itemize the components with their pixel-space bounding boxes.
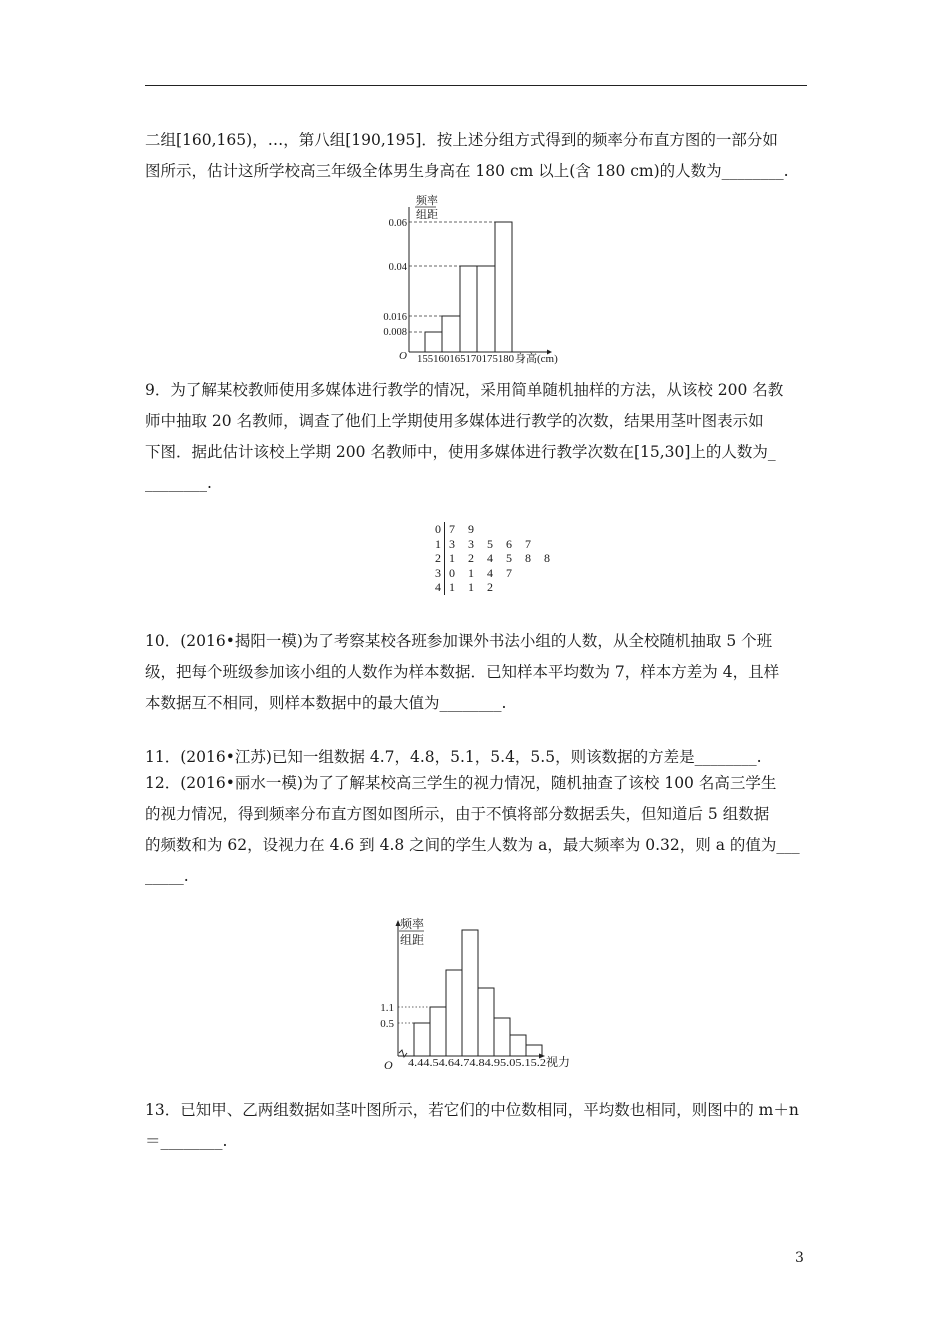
stem-value: 0: [429, 522, 445, 537]
leaf-values: 3 3 5 6 7: [449, 536, 536, 551]
bar-5.0-5.1: [510, 1035, 526, 1056]
question-8-text: [145, 125, 807, 187]
vision-histogram: [372, 912, 587, 1072]
q11-line-1: 11．(2016•江苏)已知一组数据 4.7，4.8，5.1，5.4，5.5，则该数据的方差是________.: [145, 748, 762, 766]
q12-line-2: 的视力情况，得到频率分布直方图如图所示，由于不慎将部分数据丢失，但知道后 5 组数据: [145, 805, 770, 823]
xlabel: 视力: [546, 1055, 571, 1069]
q9-line-4: ________.: [145, 474, 212, 492]
bar-4.8-4.9: [478, 988, 494, 1056]
ytick-0.016: 0.016: [383, 312, 407, 323]
leaf-values: 7 9: [449, 522, 479, 536]
bar-4.7-4.8: [462, 930, 478, 1056]
stem-row: [429, 537, 555, 552]
bar-4.5-4.6: [430, 1007, 446, 1056]
bar-160-165: [442, 316, 460, 352]
question-9-text: [145, 375, 807, 499]
q12-line-3: 的频数和为 62，设视力在 4.6 到 4.8 之间的学生人数为 a，最大频率为 0.32，则 a 的值为___: [145, 836, 800, 854]
stem-value: 4: [429, 580, 445, 595]
q8-line-1: 二组[160,165)，…，第八组[190,195]．按上述分组方式得到的频率分布直方图的一部分如: [145, 131, 778, 149]
ytick-0.5: 0.5: [380, 1018, 394, 1030]
stem-row: [429, 522, 555, 537]
bar-4.6-4.7: [446, 970, 462, 1056]
q9-line-2: 师中抽取 20 名教师，调查了他们上学期使用多媒体进行教学的次数，结果用茎叶图表示如: [145, 412, 764, 430]
leaf-values: 1 1 2: [449, 580, 498, 594]
page-number: 3: [795, 1250, 804, 1266]
ylabel-bottom: 组距: [400, 933, 425, 947]
bar-155-160: [425, 332, 442, 352]
q9-line-1: 9．为了解某校教师使用多媒体进行教学的情况，采用简单随机抽样的方法，从该校 200 名教: [145, 381, 784, 399]
header-rule: [145, 85, 807, 86]
q13-line-2: ＝________.: [145, 1132, 228, 1150]
q9-line-3: 下图．据此估计该校上学期 200 名教师中，使用多媒体进行教学次数在[15,30]上的人数为_: [145, 443, 776, 461]
stem-row: [429, 551, 555, 566]
q10-line-1: 10．(2016•揭阳一模)为了考察某校各班参加课外书法小组的人数，从全校随机抽取 5 个班: [145, 632, 773, 650]
ytick-0.06: 0.06: [388, 218, 407, 229]
q10-line-3: 本数据互不相同，则样本数据中的最大值为________.: [145, 694, 507, 712]
bar-4.4-4.5: [414, 1023, 430, 1056]
leaf-values: 0 1 4 7: [449, 565, 517, 580]
xtick-labels: 155160165170175180: [417, 354, 514, 365]
xtick-labels: 4.44.54.64.74.84.95.05.15.2: [408, 1058, 546, 1069]
ytick-0.008: 0.008: [383, 327, 407, 338]
question-10-text: [145, 626, 807, 719]
origin-label: O: [384, 1058, 393, 1072]
q12-line-1: 12．(2016•丽水一模)为了了解某校高三学生的视力情况，随机抽查了该校 100 名高三学生: [145, 774, 777, 792]
ylabel-top: 频率: [400, 917, 425, 931]
stem-value: 1: [429, 537, 445, 552]
bar-170-175: [477, 266, 495, 352]
xlabel: 身高(cm): [515, 353, 558, 365]
ylabel-top: 频率: [416, 195, 438, 207]
stem-value: 2: [429, 551, 445, 566]
q8-line-2: 图所示，估计这所学校高三年级全体男生身高在 180 cm 以上(含 180 cm)的人数为________.: [145, 162, 789, 180]
bar-175-180: [495, 222, 512, 352]
ytick-1.1: 1.1: [380, 1002, 394, 1014]
q12-line-4: _____.: [145, 867, 189, 885]
question-12-text: [145, 768, 807, 892]
ytick-0.04: 0.04: [388, 262, 407, 273]
stem-row: [429, 580, 555, 595]
leaf-values: 1 2 4 5 8 8: [449, 551, 555, 565]
q13-line-1: 13．已知甲、乙两组数据如茎叶图所示，若它们的中位数相同，平均数也相同，则图中的 m＋n: [145, 1101, 799, 1119]
question-13-text: [145, 1095, 807, 1157]
height-histogram: [372, 192, 582, 367]
ylabel-bottom: 组距: [416, 209, 438, 221]
stem-value: 3: [429, 566, 445, 581]
q10-line-2: 级，把每个班级参加该小组的人数作为样本数据．已知样本平均数为 7，样本方差为 4，且样: [145, 663, 780, 681]
stem-row: [429, 566, 555, 581]
bar-165-170: [460, 266, 477, 352]
stem-leaf-plot: [429, 522, 555, 595]
origin-label: O: [399, 350, 407, 362]
bar-4.9-5.0: [494, 1018, 510, 1056]
